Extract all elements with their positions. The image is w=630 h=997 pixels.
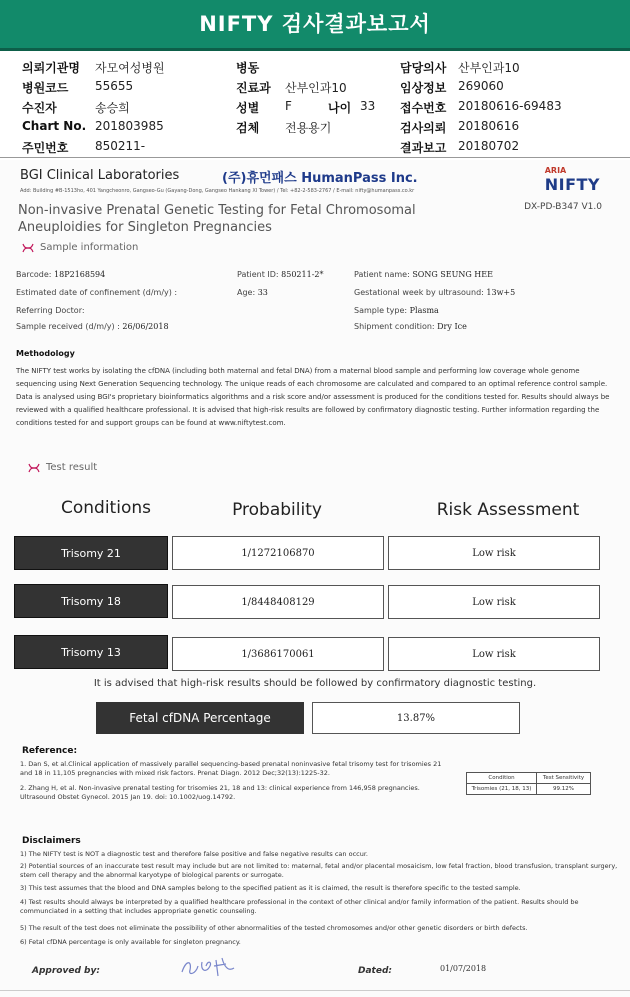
- dna-icon: [22, 243, 34, 253]
- disclaimer-item: 3) This test assumes that the blood and DNA samples belong to the specified patient as it is claimed, the result is therefore specific to the tested sample.: [20, 884, 521, 892]
- lab-address: Add: Building #B-1513ho, 401 Yangcheonro, Gangseo-Gu (Gayang-Dong, Gangseo Hankang XI Tower) / Tel: +82-2-583-2767 / E-mail: nifty@humanpass.co.kr: [20, 188, 415, 194]
- lab-company: (주)휴먼패스 HumanPass Inc.: [222, 171, 418, 186]
- hospital-code-label: 병원코드: [22, 81, 69, 95]
- gestational-field: [354, 288, 515, 297]
- gestational-value: 13w+5: [486, 288, 516, 297]
- brand-aria: ARIA: [544, 166, 567, 175]
- shipment-value: Dry Ice: [437, 322, 467, 331]
- sex-value: F: [285, 99, 292, 113]
- methodology-title: Methodology: [16, 349, 75, 358]
- patient-name-label: Patient name:: [354, 270, 413, 279]
- condition-trisomy-13: Trisomy 13: [14, 635, 168, 669]
- clinical-info-label: 임상정보: [400, 81, 447, 95]
- risk-header: Risk Assessment: [436, 500, 580, 520]
- received-field: [16, 322, 169, 331]
- probability-trisomy-21: 1/1272106870: [172, 536, 384, 570]
- reported-label: 결과보고: [400, 141, 447, 155]
- nifty-logo: [545, 166, 600, 194]
- risk-trisomy-13: Low risk: [388, 637, 600, 671]
- chart-value: 201803985: [95, 119, 164, 133]
- sample-type-value: Plasma: [409, 306, 439, 315]
- probability-header: Probability: [232, 500, 322, 520]
- condition-trisomy-21: Trisomy 21: [14, 536, 168, 570]
- disclaimer-item: 4) Test results should always be interpreted by a qualified healthcare professional in the context of other clinical and/or family information of the patient. Results should be communciated in a setting that includes appropriate genetic counseling.: [20, 898, 579, 915]
- hospital-code-value: 55655: [95, 79, 134, 93]
- specimen-value: 전용용기: [285, 121, 332, 135]
- shipment-field: [354, 322, 467, 331]
- disclaimers-title: Disclaimers: [22, 836, 81, 846]
- sensitivity-value: 99.12%: [537, 784, 591, 795]
- reference-item: 2. Zhang H, et al. Non-invasive prenatal testing for trisomies 21, 18 and 13: clinical experience from 146,958 pregnancies. Ultrasound Obstet Gynecol. 2015 Jan 19. doi: 10.1002/uog.14792.: [20, 784, 420, 801]
- doctor-value: 산부인과10: [458, 61, 520, 75]
- sensitivity-condition-value: Trisomies (21, 18, 13): [467, 784, 537, 795]
- patient-name-value: SONG SEUNG HEE: [412, 270, 493, 279]
- risk-trisomy-18: Low risk: [388, 585, 600, 619]
- disclaimer-item: 6) Fetal cfDNA percentage is only available for singleton pregnancy.: [20, 938, 241, 946]
- shipment-label: Shipment condition:: [354, 322, 438, 331]
- sample-info-heading-text: Sample information: [40, 242, 139, 253]
- rrn-label: 주민번호: [22, 141, 69, 155]
- department-value: 산부인과10: [285, 81, 347, 95]
- document-code: DX-PD-B347 V1.0: [524, 202, 602, 212]
- disclaimer-item: 1) The NIFTY test is NOT a diagnostic test and therefore false positive and false negative results can occur.: [20, 850, 368, 858]
- referring-label: Referring Doctor:: [16, 306, 85, 315]
- sample-type-field: [354, 306, 439, 315]
- reference-title: Reference:: [22, 746, 78, 756]
- hospital-label: 의뢰기관명: [22, 61, 80, 75]
- department-label: 진료과: [236, 81, 271, 95]
- referring-field: [16, 306, 85, 315]
- reported-value: 20180702: [458, 139, 520, 153]
- sample-age-value: 33: [257, 288, 268, 297]
- specimen-label: 검체: [236, 121, 260, 135]
- brand-name: NIFTY: [544, 175, 600, 194]
- age-label: 나이: [328, 101, 352, 115]
- probability-trisomy-13: 1/3686170061: [172, 637, 384, 671]
- age-value: 33: [360, 99, 376, 113]
- test-result-heading-text: Test result: [46, 462, 98, 473]
- age-field: [237, 288, 268, 297]
- doctor-label: 담당의사: [400, 61, 447, 75]
- requested-value: 20180616: [458, 119, 520, 133]
- sensitivity-table: [466, 772, 591, 795]
- sensitivity-condition-header: Condition: [467, 773, 537, 784]
- accession-value: 20180616-69483: [458, 99, 562, 113]
- sample-info-heading: [22, 242, 138, 253]
- dna-icon: [28, 463, 40, 473]
- barcode-value: 18P2168594: [54, 270, 106, 279]
- received-label: Sample received (d/m/y) :: [16, 322, 123, 331]
- conditions-header: Conditions: [61, 498, 151, 518]
- edc-label: Estimated date of confinement (d/m/y) :: [16, 288, 178, 297]
- methodology-text: The NIFTY test works by isolating the cfDNA (including both maternal and fetal DNA) from a maternal blood sample and performing low coverage whole genome sequencing using Next Generation Sequencing technology. The unique reads of each chromosome are calculated and compared to an optimal reference control sample. Data is analysed using BGI's proprietary bioinformatics algorithms and a risk score and/or assessment is produced for the conditions tested for. Results should always be reviewed with a qualified healthcare professional. It is advised that high-risk results are followed by confirmatory diagnostic testing. Further information regarding the conditions tested for and support groups can be found at www.niftytest.com.: [16, 367, 610, 427]
- risk-trisomy-21: Low risk: [388, 536, 600, 570]
- barcode-label: Barcode:: [16, 270, 55, 279]
- probability-trisomy-18: 1/8448408129: [172, 585, 384, 619]
- sample-type-label: Sample type:: [354, 306, 410, 315]
- approved-by-label: Approved by:: [32, 966, 100, 976]
- advice-text: It is advised that high-risk results should be followed by confirmatory diagnostic testing.: [93, 678, 537, 689]
- scanned-report: [0, 160, 630, 997]
- sex-label: 성별: [236, 101, 260, 115]
- recipient-value: 송승희: [95, 101, 130, 115]
- rrn-value: 850211-: [95, 139, 146, 153]
- patient-id-value: 850211-2*: [281, 270, 324, 279]
- test-result-heading: [28, 462, 97, 473]
- recipient-label: 수진자: [22, 101, 57, 115]
- ward-label: 병동: [236, 61, 260, 75]
- disclaimer-item: 5) The result of the test does not eliminate the possibility of other abnormalities of the tested chromosomes and/or other genetic disorders or birth defects.: [20, 924, 528, 932]
- barcode-field: [16, 270, 105, 279]
- requested-label: 검사의뢰: [400, 121, 447, 135]
- report-title: NIFTY 검사결과보고서: [0, 0, 630, 48]
- gestational-label: Gestational week by ultrasound:: [354, 288, 487, 297]
- patient-id-label: Patient ID:: [237, 270, 282, 279]
- signature: [178, 954, 248, 980]
- reference-item: 1. Dan S, et al.Clinical application of massively parallel sequencing-based prenatal noninvasive fetal trisomy test for trisomies 21 and 18 in 11,105 pregnancies with mixed risk factors. Prenat Diagn. 2012 Dec;32(13):1225-32.: [20, 760, 442, 777]
- dated-value: 01/07/2018: [440, 964, 487, 973]
- sample-age-label: Age:: [237, 288, 258, 297]
- clinical-info-value: 269060: [458, 79, 504, 93]
- patient-info-panel: [0, 48, 630, 158]
- condition-trisomy-18: Trisomy 18: [14, 584, 168, 618]
- sensitivity-header: Test Sensitivity: [537, 773, 591, 784]
- lab-name: BGI Clinical Laboratories: [20, 168, 180, 183]
- received-value: 26/06/2018: [122, 322, 169, 331]
- fetal-cfdna-label: Fetal cfDNA Percentage: [96, 702, 304, 734]
- patient-id-field: [237, 270, 324, 279]
- chart-label: Chart No.: [22, 119, 87, 133]
- accession-label: 접수번호: [400, 101, 447, 115]
- edc-field: [16, 288, 177, 297]
- footer-divider: [0, 990, 630, 991]
- document-title: Non-invasive Prenatal Genetic Testing for Fetal Chromosomal Aneuploidies for Singleton Pregnancies: [18, 203, 416, 235]
- dated-label: Dated:: [358, 966, 392, 976]
- patient-name-field: [354, 270, 493, 279]
- disclaimer-item: 2) Potential sources of an inaccurate test result may include but are not limited to: maternal, fetal and/or placental mosaicism, low fetal fraction, blood transfusion, transplant surgery, stem cell therapy and the abnormal karyotype of biological parents or surrogate.: [20, 862, 618, 879]
- fetal-cfdna-value: 13.87%: [312, 702, 520, 734]
- hospital-value: 자모여성병원: [95, 61, 165, 75]
